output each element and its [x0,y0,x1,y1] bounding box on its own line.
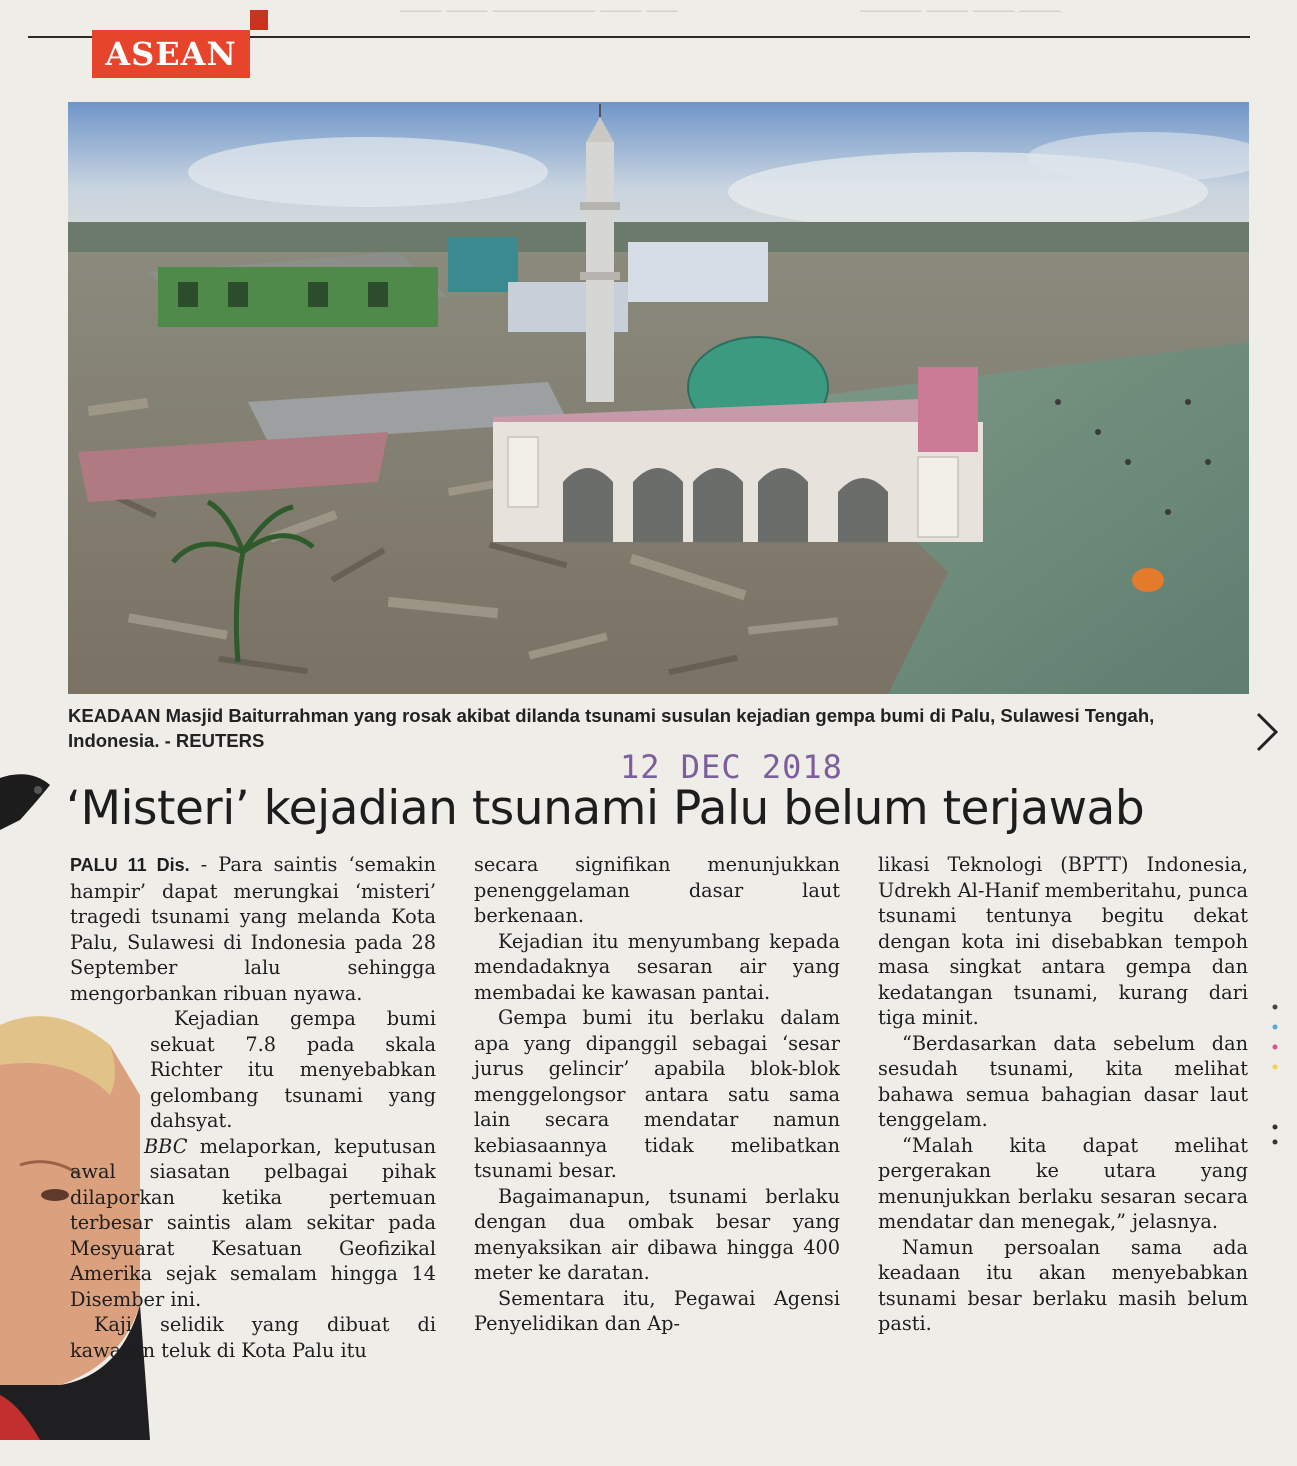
article-paragraph: “Malah kita dapat melihat pergerakan ke utara yang menunjukkan berlaku sesaran secara mendatar dan menegak,” jelasnya. [878,1133,1248,1233]
chevron-right-icon [1252,712,1282,752]
article-paragraph: Kejadian gempa bumi sekuat 7.8 pada skala Richter itu menyebabkan gelombang tsunami yang dahsyat. [150,1007,436,1132]
article-column-3 [878,852,1248,1337]
article-paragraph: Sementara itu, Pegawai Agensi Penyelidikan dan Ap- [474,1286,840,1335]
article-column-2 [474,852,840,1337]
bbc-source: BBC [144,1134,188,1158]
news-photo [68,102,1249,694]
tsunami-mosque-photo-icon [68,102,1249,694]
article-column-1 [70,852,436,1363]
paragraph-text: - Para saintis ‘semakin hampir’ dapat merungkai ‘misteri’ tragedi tsunami yang melanda Kota Palu, Sulawesi di Indonesia pada 28 September lalu sehingga mengorbankan ribuan nyawa. [70,853,436,1005]
article-paragraph: Gempa bumi itu berlaku dalam apa yang dipanggil sebagai ‘sesar jurus gelincir’ apabila blok-blok menggelongsor antara satu sama lain secara mendatar namun kebiasaannya tidak melibatkan tsunami besar. [474,1006,840,1182]
headline: ‘Misteri’ kejadian tsunami Palu belum terjawab [66,781,1145,836]
paragraph-text: melaporkan, keputusan awal siasatan pelbagai pihak dilaporkan ketika pertemuan terbesar saintis alam sekitar pada Mesyuarat Kesatuan Geofizikal Amerika sejak semalam hingga 14 Disember ini. [70,1134,436,1311]
article-paragraph: Kaji selidik yang dibuat di kawasan teluk di Kota Palu itu [70,1313,436,1362]
date-stamp: 12 DEC 2018 [620,748,843,786]
print-registration-dots-icon [1270,1002,1280,1152]
section-tag-tab [250,10,268,30]
article-paragraph [70,852,436,1006]
pen-icon [0,760,54,835]
article-paragraph: likasi Teknologi (BPTT) Indonesia, Udrekh Al-Hanif memberitahu, punca tsunami tentunya begitu dekat dengan kota ini disebabkan tempoh masa singkat antara gempa dan kedatangan tsunami, kurang dari tiga minit. [878,853,1248,1029]
bleed-through-text: ────── ──── ──── ──── [860,2,1061,22]
photo-caption: KEADAAN Masjid Baiturrahman yang rosak akibat dilanda tsunami susulan kejadian gempa bumi di Palu, Sulawesi Tengah, Indonesia. - REUTERS [68,705,1155,751]
bleed-through-text: ──── ──── ────────── ──── ─── [400,2,678,22]
section-tag: ASEAN [92,30,250,78]
article-paragraph: Kejadian itu menyumbang kepada mendadaknya sesaran air yang membadai ke kawasan pantai. [474,929,840,1004]
dateline: PALU 11 Dis. [70,855,190,875]
article-paragraph: “Berdasarkan data sebelum dan sesudah tsunami, kita melihat bahawa semua bahagian dasar laut tenggelam. [878,1031,1248,1131]
article-paragraph: secara signifikan menunjukkan penenggelaman dasar laut berkenaan. [474,853,840,927]
article-paragraph [70,1134,436,1313]
article-paragraph: Namun persoalan sama ada keadaan itu akan menyebabkan tsunami besar berlaku masih belum pasti. [878,1235,1248,1335]
article-paragraph: Bagaimanapun, tsunami berlaku dengan dua ombak besar yang menyaksikan air dibawa hingga 400 meter ke daratan. [474,1184,840,1284]
